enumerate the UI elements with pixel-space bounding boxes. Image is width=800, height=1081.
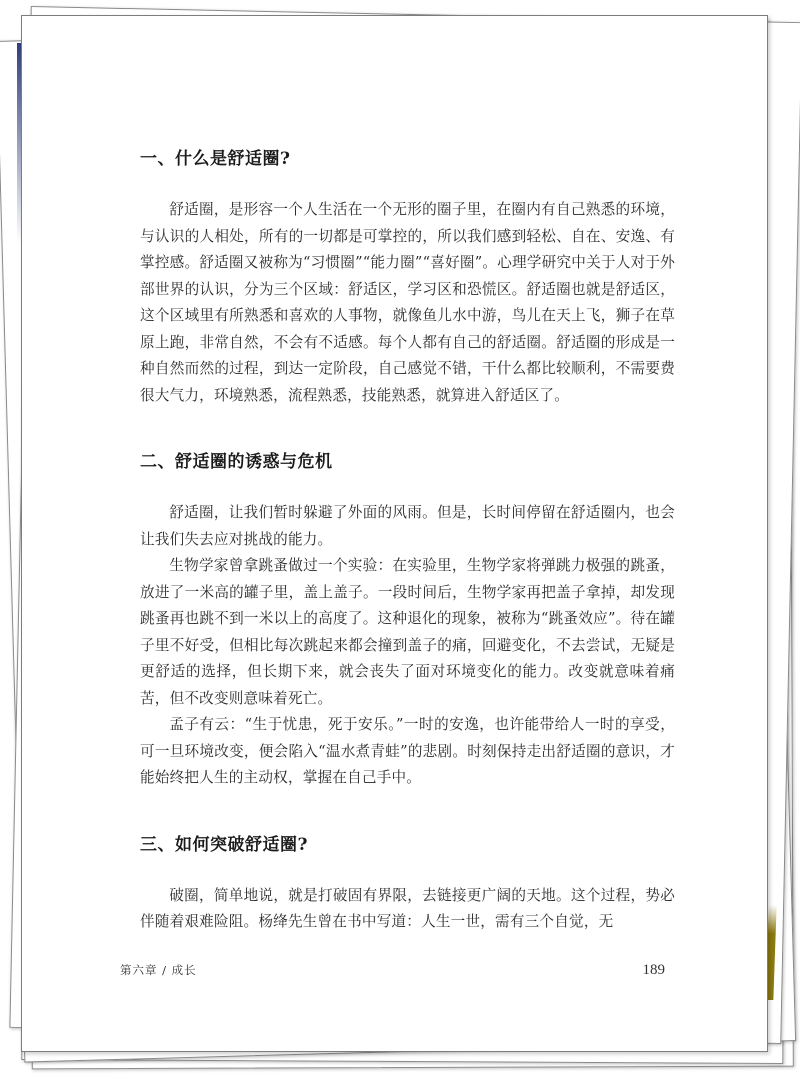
paragraph: 孟子有云：“生于忧患，死于安乐。”一时的安逸，也许能带给人一时的享受，可一旦环境改变，便会陷入“温水煮青蛙”的悲剧。时刻保持走出舒适圈的意识，才能始终把人生的主动权，掌握在自己手中。 — [140, 716, 675, 786]
section-heading: 二、舒适圈的诱惑与危机 — [140, 452, 333, 472]
section-heading: 一、什么是舒适圈? — [140, 149, 291, 169]
running-footer-chapter: 第六章 / 成长 — [120, 963, 197, 977]
page-content — [140, 144, 675, 936]
paragraph: 破圈，简单地说，就是打破固有界限，去链接更广阔的天地。这个过程，势必伴随着艰难险阻。杨绛先生曾在书中写道：人生一世，需有三个自觉，无 — [140, 886, 675, 930]
page-footer — [120, 958, 665, 982]
book-page — [21, 15, 768, 1052]
paragraph: 舒适圈，是形容一个人生活在一个无形的圈子里，在圈内有自己熟悉的环境，与认识的人相处，所有的一切都是可掌控的，所以我们感到轻松、自在、安逸、有掌控感。舒适圈又被称为“习惯圈”“能力圈”“喜好圈”。心理学研究中关于人对于外部世界的认识，分为三个区域：舒适区，学习区和恐慌区。舒适圈也就是舒适区，这个区域里有所熟悉和喜欢的人事物，就像鱼儿水中游，鸟儿在天上飞，狮子在草原上跑，非常自然，不会有不适感。每个人都有自己的舒适圈。舒适圈的形成是一种自然而然的过程，到达一定阶段，自己感觉不错，干什么都比较顺利，不需要费很大气力，环境熟悉，流程熟悉，技能熟悉，就算进入舒适区了。 — [140, 201, 675, 404]
page-number: 189 — [642, 961, 665, 978]
section-how-to-break-out — [140, 830, 675, 936]
section-temptation-and-crisis — [140, 447, 675, 792]
paragraph: 生物学家曾拿跳蚤做过一个实验：在实验里，生物学家将弹跳力极强的跳蚤，放进了一米高的罐子里，盖上盖子。一段时间后，生物学家再把盖子拿掉，却发现跳蚤再也跳不到一米以上的高度了。这种退化的现象，被称为“跳蚤效应”。待在罐子里不好受，但相比每次跳起来都会撞到盖子的痛，回避变化，不去尝试，无疑是更舒适的选择，但长期下来，就会丧失了面对环境变化的能力。改变就意味着痛苦，但不改变则意味着死亡。 — [140, 557, 675, 707]
section-what-is-comfort-zone — [140, 144, 675, 409]
paragraph: 舒适圈，让我们暂时躲避了外面的风雨。但是，长时间停留在舒适圈内，也会让我们失去应对挑战的能力。 — [140, 504, 675, 548]
section-heading: 三、如何突破舒适圈? — [140, 834, 308, 855]
